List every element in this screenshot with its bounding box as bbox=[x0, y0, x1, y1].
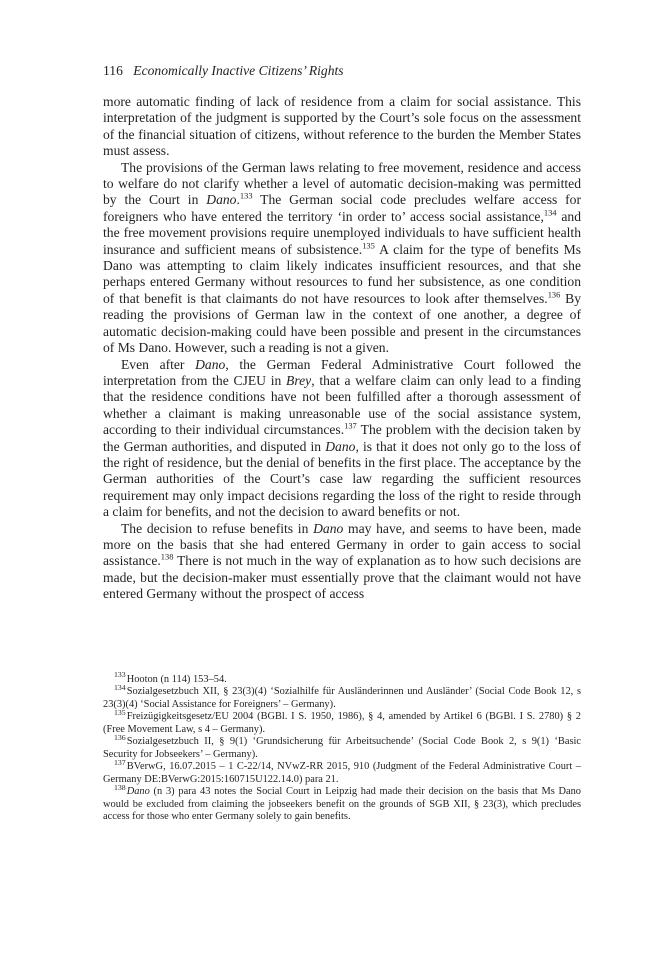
running-head-title: Economically Inactive Citizens’ Rights bbox=[133, 63, 344, 78]
text-run: A claim for the type of benefits Ms Dano was attempting to claim likely indicates insufficient resources, and that she perhaps entered Germany without resources to fund her subsistence, as one condition of that benefit is that claimants do not have resources to look after themselves. bbox=[103, 241, 581, 306]
text-run: , is that it does not only go to the loss of the right of residence, but the denial of benefits in the first place. The acceptance by the German authorities of the Court’s case law regarding the sufficient resources requirement may only impact decisions regarding the loss of the right to reside through a claim for benefits, and not the decision to award benefits or not. bbox=[103, 438, 582, 520]
footnote-number: 133 bbox=[114, 670, 126, 680]
italic-text: Brey bbox=[286, 372, 312, 388]
footnote-ref: 134 bbox=[543, 207, 557, 218]
text-run: Hooton (n 114) 153–54. bbox=[126, 673, 227, 685]
footnote-ref: 137 bbox=[344, 420, 357, 431]
footnote bbox=[103, 757, 581, 786]
text-run: may have, and seems to have been, made more on the basis that she had entered Germany in order to gain access to social assistance. bbox=[103, 520, 582, 569]
book-page bbox=[103, 62, 581, 824]
footnote-ref: 133 bbox=[239, 190, 253, 201]
footnote-ref: 138 bbox=[160, 551, 174, 562]
body-text bbox=[103, 94, 581, 603]
text-run: The provisions of the German laws relating to free movement, residence and access to welfare do not clarify whether a level of automatic decision-making was permitted by the Court in bbox=[103, 159, 581, 208]
paragraph bbox=[103, 160, 581, 357]
footnote bbox=[103, 670, 581, 687]
footnote-ref: 135 bbox=[362, 240, 375, 251]
running-head bbox=[103, 62, 581, 80]
text-run: and the free movement provisions require unemployed individuals to have sufficient health insurance and sufficient means of subsistence. bbox=[103, 208, 581, 257]
footnote bbox=[103, 732, 581, 761]
footnote bbox=[103, 707, 581, 736]
text-run: more automatic finding of lack of residence from a claim for social assistance. This interpretation of the judgment is supported by the Court’s sole focus on the assessment of the financial situation of citizens, without reference to the burden the Member States must assess. bbox=[103, 94, 581, 159]
text-run: Even after bbox=[121, 356, 196, 372]
text-run: Sozialgesetzbuch II, § 9(1) ‘Grundsicherung für Arbeitsuchende’ (Social Code Book 2, s 9(1) ‘Basic Security for Jobseekers’ – Germany). bbox=[103, 736, 581, 760]
text-run: The decision to refuse benefits in bbox=[121, 520, 314, 536]
italic-text: Dano bbox=[195, 356, 226, 372]
footnote-number: 137 bbox=[114, 757, 126, 767]
footnote-number: 136 bbox=[114, 732, 126, 742]
paragraph bbox=[103, 521, 581, 603]
text-run: , that a welfare claim can only lead to a finding that the residence conditions have not been fulfilled after a thorough assessment of whether a claimant is making unreasonable use of the social assistance system, according to their individual circumstances. bbox=[103, 372, 581, 438]
text-run: By reading the provisions of German law in the context of one another, a degree of automatic decision-making could have been possible and present in the circumstances of Ms Dano. However, such a reading is not a given. bbox=[103, 290, 581, 356]
footnote-number: 135 bbox=[114, 707, 126, 717]
footnote-number: 134 bbox=[114, 682, 126, 692]
paragraph bbox=[103, 357, 581, 521]
footnote bbox=[103, 682, 581, 711]
italic-text: Dano bbox=[313, 520, 344, 536]
text-run: The problem with the decision taken by the German authorities, and disputed in bbox=[103, 422, 581, 454]
footnotes bbox=[103, 670, 581, 824]
footnote-number: 138 bbox=[114, 782, 126, 792]
text-run: (n 3) para 43 notes the Social Court in Leipzig had made their decision on the basis that Ms Dano would be excluded from claiming the jobseekers benefit on the grounds of SGB XII, § 23(3), which precludes access for those who enter Germany solely to gain benefits. bbox=[103, 786, 581, 823]
text-run: Sozialgesetzbuch XII, § 23(3)(4) ‘Sozialhilfe für Ausländerinnen und Ausländer’ (Social Code Book 12, s 23(3)(4) ‘Social Assistance for Foreigners’ – Germany). bbox=[103, 686, 581, 710]
paragraph bbox=[103, 94, 581, 160]
text-run: There is not much in the way of explanation as to how such decisions are made, but the decision-maker must essentially prove that the claimant would not have entered Germany without the prospect of access bbox=[103, 553, 581, 602]
text-run: . bbox=[236, 192, 240, 208]
italic-text: Dano bbox=[126, 786, 150, 798]
text-run: BVerwG, 16.07.2015 – 1 C-22/14, NVwZ-RR 2015, 910 (Judgment of the Federal Administrative Court – Germany DE:BVerwG:2015:160715U122.14.0) para 21. bbox=[103, 761, 581, 785]
footnote-ref: 136 bbox=[547, 289, 561, 300]
text-run: The German social code precludes welfare access for foreigners who have entered the territory ‘in order to’ access social assistance, bbox=[103, 192, 581, 224]
text-run: Freizügigkeitsgesetz/EU 2004 (BGBl. I S. 1950, 1986), § 4, amended by Artikel 6 (BGBl. I S. 2780) § 2 (Free Movement Law, s 4 – Germany). bbox=[103, 711, 581, 735]
italic-text: Dano bbox=[325, 438, 356, 454]
page-number: 116 bbox=[103, 63, 123, 78]
text-run: , the German Federal Administrative Court followed the interpretation from the CJEU in bbox=[103, 356, 581, 388]
italic-text: Dano bbox=[206, 192, 237, 208]
footnote bbox=[103, 782, 581, 824]
